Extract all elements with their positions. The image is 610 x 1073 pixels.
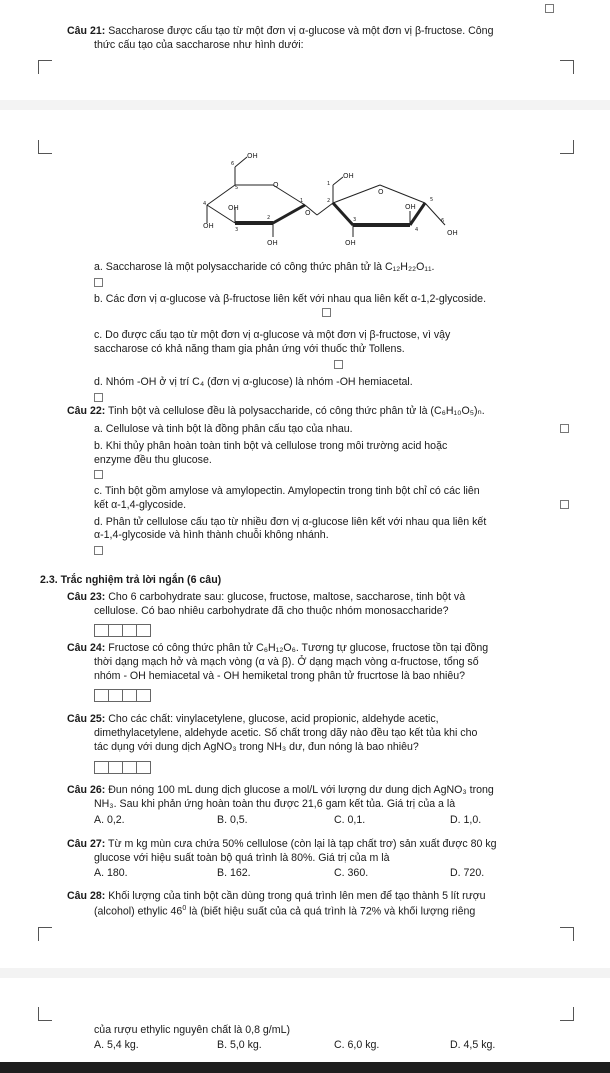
crop-mark [560,60,574,74]
page-break [0,100,610,110]
question-text: Từ m kg mùn cưa chứa 50% cellulose (còn lại là tạp chất trơ) sản xuất được 80 kg [108,838,497,850]
answer-checkbox[interactable] [94,546,103,555]
question-text: Cho 6 carbohydrate sau: glucose, fructose, maltose, saccharose, tinh bột và [108,591,466,603]
question-text: Saccharose được cấu tạo từ một đơn vị α-glucose và một đơn vị β-fructose. Công [108,25,494,37]
question-text-cont: (alcohol) ethylic $46^0$ là (biết hiệu suất của cả quá trình là 72% và khối lượng riêng [94,904,476,918]
svg-text:5: 5 [235,185,239,191]
question-label: Câu 28: [67,890,106,902]
svg-text:OH: OH [345,239,356,247]
question-21 [67,25,569,53]
svg-text:5: 5 [430,197,434,203]
question-28 [67,890,569,919]
q28-options [94,1039,569,1053]
svg-text:OH: OH [447,229,458,237]
option-b[interactable]: B. 0,5. [217,814,248,826]
svg-text:OH: OH [247,152,258,160]
svg-text:1: 1 [300,198,304,204]
svg-text:3: 3 [353,217,357,223]
saccharose-structure [195,145,465,250]
crop-mark [560,1007,574,1021]
answer-checkbox[interactable] [94,470,103,479]
svg-text:4: 4 [203,201,207,207]
crop-mark [38,60,52,74]
svg-text:OH: OH [405,203,416,211]
question-label: Câu 26: [67,784,106,796]
page-break [0,968,610,978]
statement-c-cont: saccharose có khả năng tham gia phản ứng với thuốc thử Tollens. [94,342,405,355]
statement-d: d. Nhóm -OH ở vị trí C₄ (đơn vị α-glucose) là nhóm -OH hemiacetal. [94,376,413,389]
option-b[interactable]: B. 5,0 kg. [217,1039,262,1051]
question-25 [67,713,569,754]
bottom-bar [0,1062,610,1073]
question-label: Câu 25: [67,713,106,725]
question-text-cont: của rượu ethylic nguyên chất là 0,8 g/mL) [94,1024,290,1036]
answer-checkbox[interactable] [334,360,343,369]
question-text: Tinh bột và cellulose đều là polysaccharide, có công thức phân tử là (C₆H₁₀O₅)ₙ. [108,405,485,417]
question-text-cont: glucose với hiệu suất toàn bộ quá trình là 80%. Giá trị của m là [94,851,390,864]
svg-text:2: 2 [327,198,331,204]
question-text: Đun nóng 100 mL dung dịch glucose a mol/L với lượng dư dung dịch AgNO₃ trong [108,784,494,796]
svg-text:O: O [273,181,279,189]
option-d[interactable]: D. 720. [450,867,485,879]
option-c[interactable]: C. 0,1. [334,814,366,826]
statement-b-cont: enzyme đều thu glucose. [94,453,212,466]
question-label: Câu 24: [67,642,106,654]
question-label: Câu 23: [67,591,106,603]
option-c[interactable]: C. 360. [334,867,369,879]
question-22 [67,405,569,419]
question-text-cont: thức cấu tạo của saccharose như hình dưới: [94,38,304,51]
statement-a: a. Cellulose và tinh bột là đồng phân cấu tạo của nhau. [94,423,353,435]
svg-text:OH: OH [203,222,214,230]
q22-statements [94,423,569,560]
option-d[interactable]: D. 1,0. [450,814,482,826]
question-label: Câu 21: [67,25,106,37]
svg-text:OH: OH [267,239,278,247]
crop-mark [38,1007,52,1021]
svg-text:1: 1 [327,181,331,187]
svg-text:O: O [305,209,311,217]
option-d[interactable]: D. 4,5 kg. [450,1039,496,1051]
answer-checkbox[interactable] [94,278,103,287]
statement-b: b. Các đơn vị α-glucose và β-fructose liên kết với nhau qua liên kết α-1,2-glycoside. [94,292,487,305]
svg-text:6: 6 [231,161,235,167]
option-c[interactable]: C. 6,0 kg. [334,1039,380,1051]
question-label: Câu 27: [67,838,106,850]
answer-grid[interactable] [94,761,150,774]
statement-c: c. Do được cấu tạo từ một đơn vị α-glucose và một đơn vị β-fructose, vì vậy [94,329,451,342]
statement-b: b. Khi thủy phân hoàn toàn tinh bột và cellulose trong môi trường acid hoặc [94,439,448,452]
q21-statements [94,261,569,407]
crop-mark [560,927,574,941]
svg-text:4: 4 [415,227,419,233]
question-text-cont: NH₃. Sau khi phản ứng hoàn toàn thu được 21,6 gam kết tủa. Giá trị của a là [94,797,456,810]
question-text-cont: tác dụng với dung dịch AgNO₃ trong NH₃ dư, đun nóng là bao nhiêu? [94,740,419,753]
question-text-cont: nhóm - OH hemiacetal và - OH hemiketal trong phân tử frucrtose là bao nhiêu? [94,669,465,682]
svg-text:3: 3 [235,227,239,233]
question-text: Cho các chất: vinylacetylene, glucose, acid propionic, aldehyde acetic, [108,713,439,725]
option-a[interactable]: A. 5,4 kg. [94,1039,139,1051]
answer-grid[interactable] [94,689,150,702]
question-text-cont: thời dạng mạch hở và mạch vòng (α và β). Ở dạng mạch vòng α-fructose, tổng số [94,655,479,668]
statement-a: a. Saccharose là một polysaccharide có công thức phân tử là C₁₂H₂₂O₁₁. [94,261,435,273]
question-text-cont: dimethylacetylene, aldehyde acetic. Số chất trong dãy nào đều tạo kết tủa khi cho [94,726,478,739]
question-text: Fructose có công thức phân tử C₆H₁₂O₆. Tương tự glucose, fructose tồn tại đồng [108,642,489,654]
svg-text:OH: OH [343,172,354,180]
question-27 [67,838,569,866]
statement-c-cont: kết α-1,4-glycoside. [94,498,187,511]
statement-c: c. Tinh bột gồm amylose và amylopectin. Amylopectin trong tinh bột chỉ có các liên [94,485,480,498]
svg-text:2: 2 [267,215,271,221]
crop-mark [38,140,52,154]
q27-options [94,867,569,881]
statement-d: d. Phân tử cellulose cấu tạo từ nhiều đơn vị α-glucose liên kết với nhau qua liên kết [94,515,487,528]
answer-checkbox[interactable] [322,308,331,317]
option-b[interactable]: B. 162. [217,867,251,879]
answer-checkbox[interactable] [560,500,569,509]
answer-checkbox[interactable] [94,393,103,402]
statement-d-cont: α-1,4-glycoside và hình thành chuỗi không nhánh. [94,529,329,542]
svg-text:6: 6 [441,218,445,224]
section-heading: 2.3. Trắc nghiệm trả lời ngắn (6 câu) [40,574,222,586]
crop-mark [38,927,52,941]
top-checkbox[interactable] [545,4,554,13]
answer-grid[interactable] [94,624,150,637]
question-label: Câu 22: [67,405,106,417]
question-26 [67,784,569,812]
option-a[interactable]: A. 180. [94,867,128,879]
question-24 [67,642,569,683]
question-23 [67,591,569,619]
q26-options [94,814,569,828]
answer-checkbox[interactable] [560,424,569,433]
option-a[interactable]: A. 0,2. [94,814,125,826]
svg-text:O: O [378,188,384,196]
crop-mark [560,140,574,154]
svg-text:OH: OH [228,204,239,212]
question-text: Khối lượng của tinh bột cần dùng trong quá trình lên men để tạo thành 5 lít rượu [108,890,486,902]
question-text-cont: cellulose. Có bao nhiêu carbohydrate đã cho thuộc nhóm monosaccharide? [94,604,449,617]
